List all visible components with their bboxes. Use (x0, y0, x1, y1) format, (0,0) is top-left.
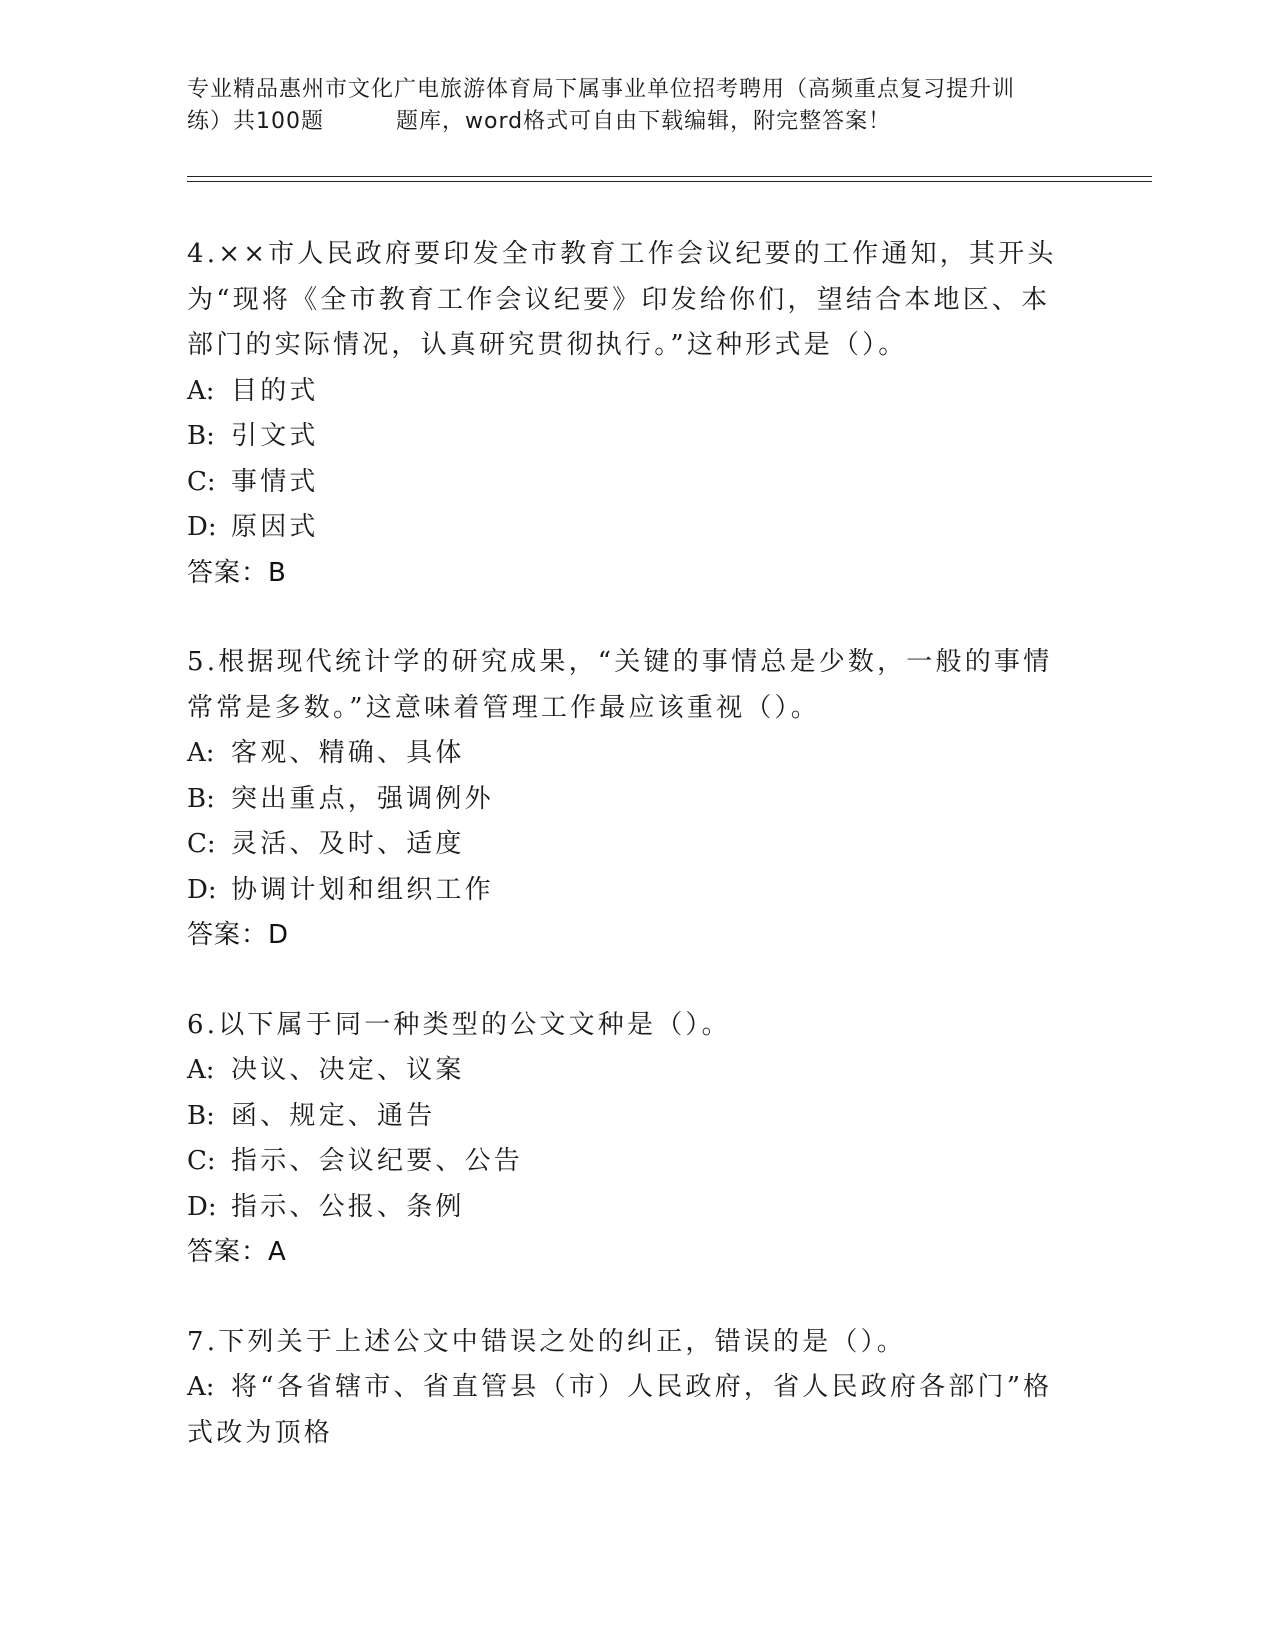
option-d (187, 505, 1067, 551)
option-key: B: (187, 421, 215, 451)
option-text: 引文式 (231, 421, 319, 451)
option-text: 目的式 (231, 375, 319, 406)
option-b (187, 777, 1067, 823)
option-key: D: (187, 1191, 217, 1222)
option-a (187, 1048, 1067, 1094)
option-c (187, 822, 1067, 868)
option-key: C: (187, 829, 216, 859)
option-key: A: (187, 1372, 215, 1402)
option-d (187, 868, 1067, 914)
option-key: A: (187, 738, 215, 768)
question-stem: 5.根据现代统计学的研究成果，“关键的事情总是少数，一般的事情常常是多数。”这意味着管理工作最应该重视（）。 (187, 647, 1053, 723)
question-list (187, 232, 1067, 1500)
option-c (187, 1139, 1067, 1185)
header-line-2-part-a: 练）共100题 (187, 109, 324, 134)
question-4 (187, 232, 1067, 596)
option-b (187, 414, 1067, 460)
question-7 (187, 1320, 1067, 1457)
document-header (187, 74, 1087, 138)
option-d (187, 1185, 1067, 1231)
option-text: 将“各省辖市、省直管县（市）人民政府，省人民政府各部门”格式改为顶格 (187, 1372, 1053, 1448)
option-text: 函、规定、通告 (231, 1100, 436, 1131)
option-key: C: (187, 466, 216, 497)
option-text: 指示、公报、条例 (231, 1191, 465, 1222)
option-text: 原因式 (231, 512, 319, 542)
answer-line: 答案：D (187, 920, 290, 950)
option-key: D: (187, 512, 217, 542)
option-text: 协调计划和组织工作 (231, 874, 494, 905)
option-b (187, 1094, 1067, 1140)
option-text: 指示、会议纪要、公告 (231, 1146, 524, 1176)
header-divider-bottom (187, 181, 1152, 182)
option-text: 突出重点，强调例外 (231, 783, 494, 814)
option-text: 事情式 (231, 466, 319, 497)
option-text: 客观、精确、具体 (231, 738, 465, 768)
option-key: A: (187, 375, 215, 406)
answer-line: 答案：A (187, 1237, 287, 1267)
question-stem: 4.××市人民政府要印发全市教育工作会议纪要的工作通知，其开头为“现将《全市教育工作会议纪要》印发给你们，望结合本地区、本部门的实际情况，认真研究贯彻执行。”这种形式是（）。 (187, 239, 1057, 360)
option-a (187, 369, 1067, 415)
header-divider-top (187, 176, 1152, 177)
option-key: B: (187, 783, 215, 814)
question-5 (187, 640, 1067, 959)
option-key: A: (187, 1055, 215, 1085)
option-a (187, 1365, 1067, 1456)
question-6 (187, 1003, 1067, 1276)
header-line-2 (187, 106, 1087, 138)
option-key: D: (187, 874, 217, 905)
answer-line: 答案：B (187, 557, 287, 588)
option-text: 决议、决定、议案 (231, 1055, 465, 1085)
question-stem: 7.下列关于上述公文中错误之处的纠正，错误的是（）。 (187, 1326, 907, 1357)
option-key: C: (187, 1146, 216, 1176)
option-a (187, 731, 1067, 777)
option-text: 灵活、及时、适度 (231, 829, 465, 859)
question-stem: 6.以下属于同一种类型的公文文种是（）。 (187, 1009, 731, 1040)
header-line-2-part-b: 题库，word格式可自由下载编辑，附完整答案！ (396, 109, 892, 134)
option-key: B: (187, 1100, 215, 1131)
header-line-1: 专业精品惠州市文化广电旅游体育局下属事业单位招考聘用（高频重点复习提升训 (187, 77, 1016, 102)
option-c (187, 460, 1067, 506)
